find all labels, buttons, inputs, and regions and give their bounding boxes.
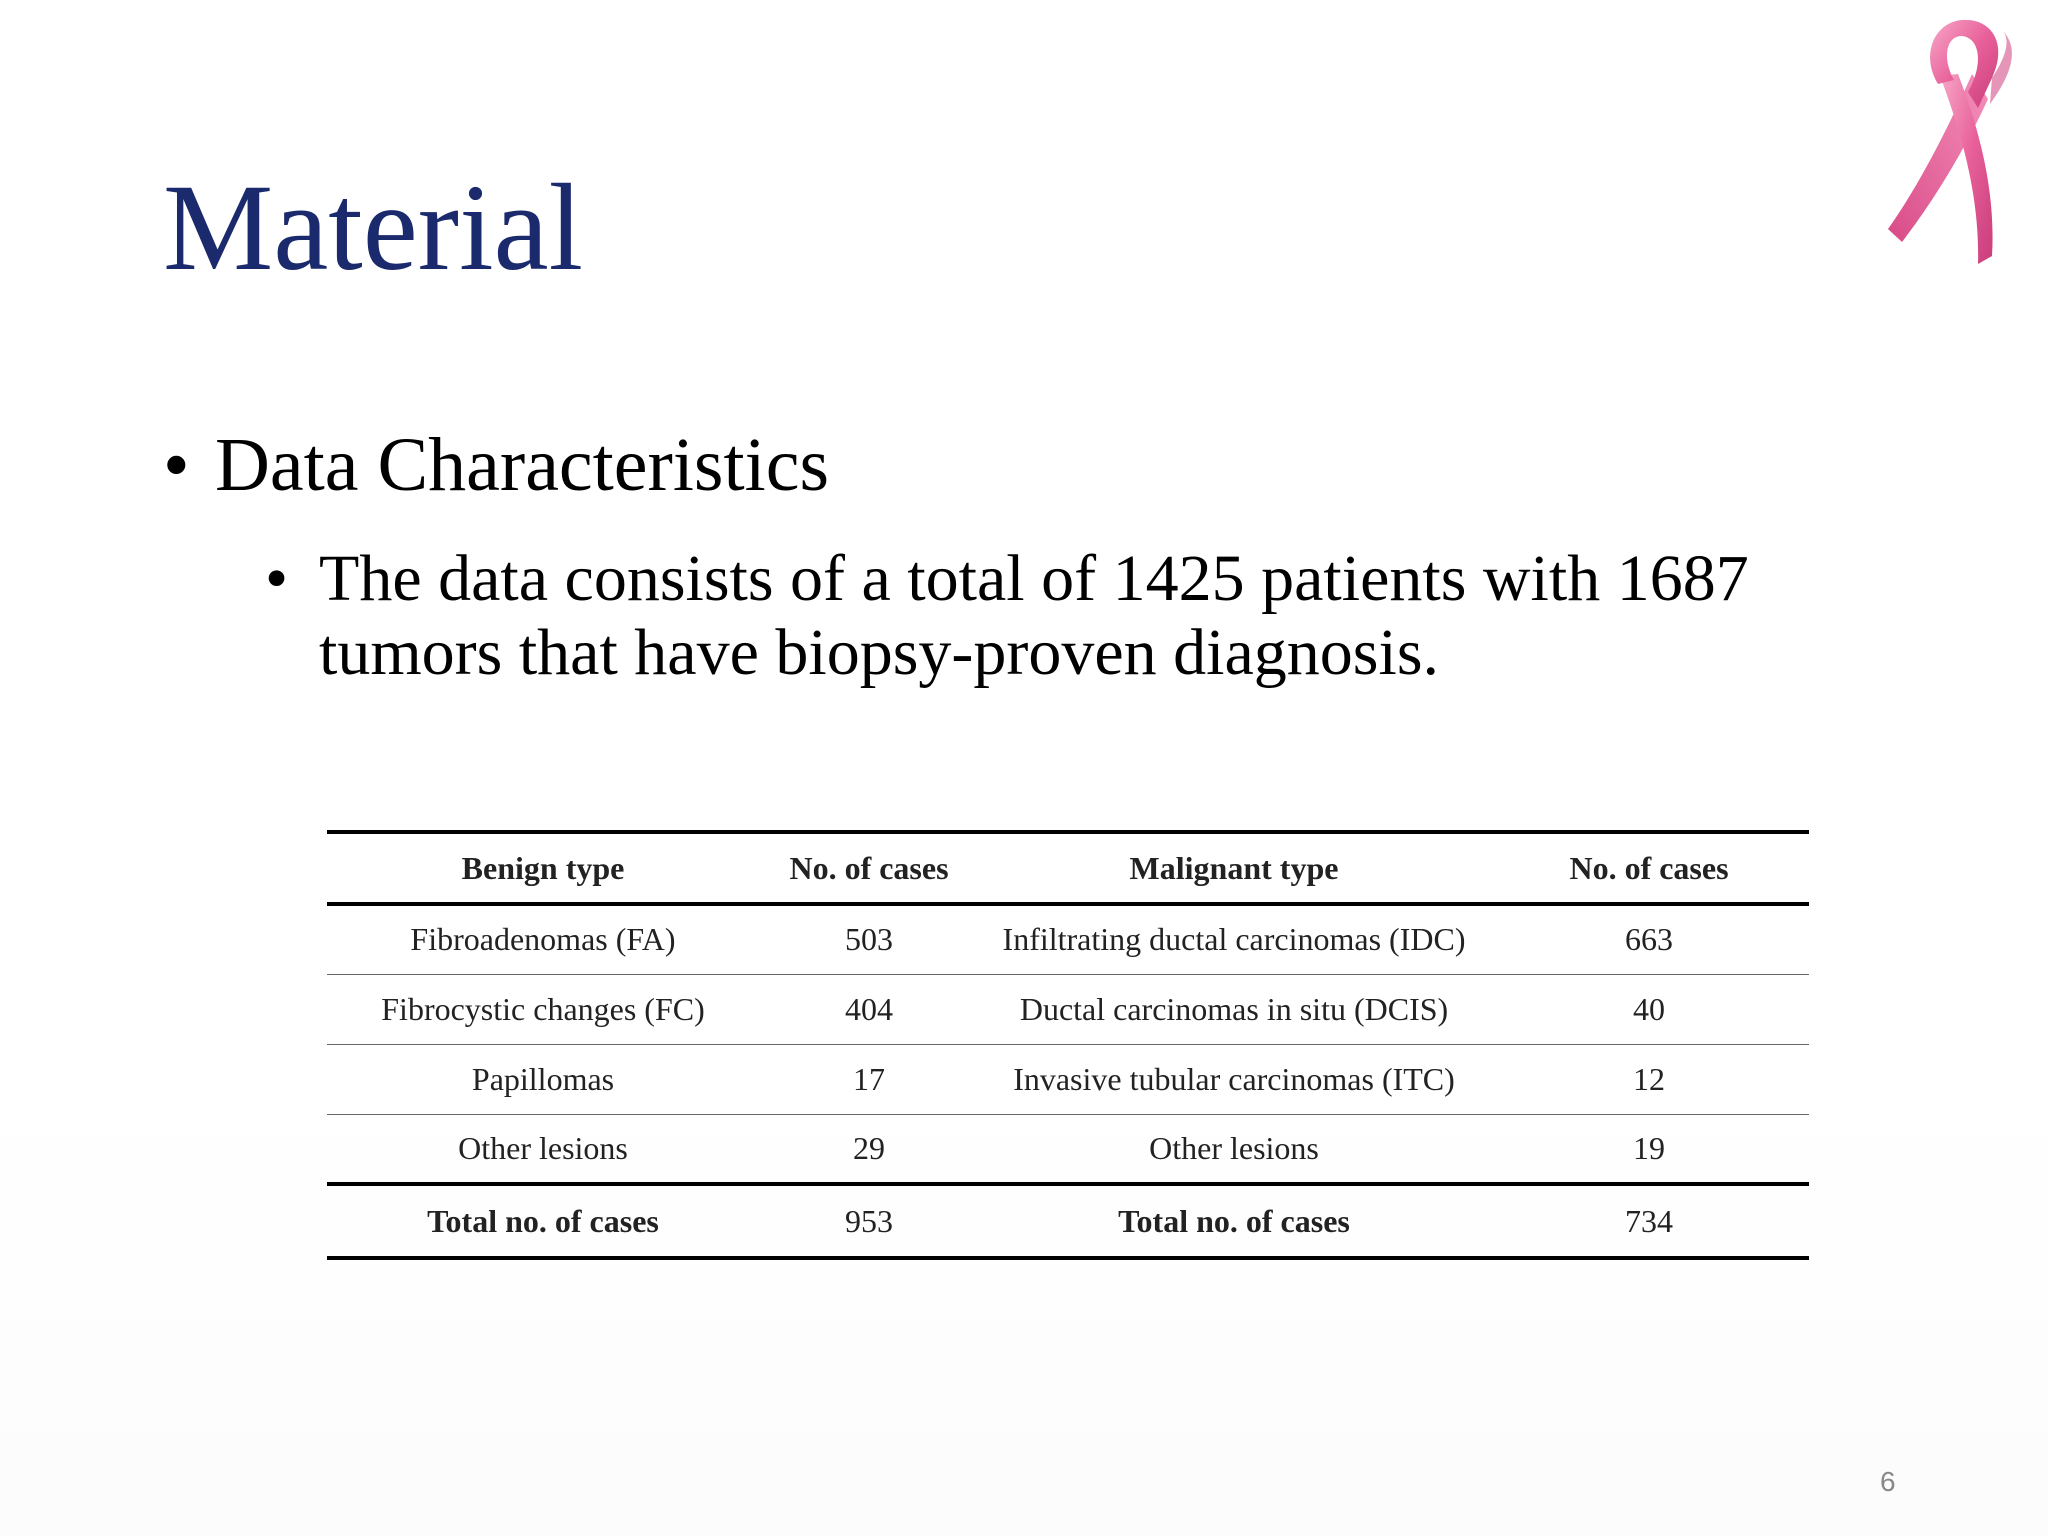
- malignant-total-count: 734: [1625, 1202, 1673, 1239]
- header-malignant-cases: No. of cases: [1569, 849, 1729, 886]
- bullet-level2: [265, 542, 1825, 690]
- benign-count-cell: 29: [853, 1129, 885, 1166]
- benign-type-cell: Fibrocystic changes (FC): [381, 990, 705, 1027]
- malignant-count-cell: 19: [1633, 1129, 1665, 1166]
- header-malignant-type: Malignant type: [1129, 849, 1339, 886]
- table-row: [327, 1114, 1809, 1184]
- malignant-type-cell: Ductal carcinomas in situ (DCIS): [1019, 990, 1449, 1027]
- benign-type-cell: Papillomas: [471, 1060, 615, 1097]
- tumor-types-table: [327, 830, 1809, 1260]
- benign-count-cell: 503: [845, 921, 893, 958]
- benign-type-cell: Fibroadenomas (FA): [410, 921, 676, 958]
- pink-ribbon-icon: [1880, 14, 2030, 276]
- bullet-level1-text: Data Characteristics: [215, 423, 830, 507]
- benign-total-label: Total no. of cases: [427, 1202, 659, 1239]
- malignant-type-cell: Infiltrating ductal carcinomas (IDC): [1002, 921, 1466, 958]
- table-header-row: [327, 832, 1809, 904]
- benign-type-cell: Other lesions: [458, 1129, 628, 1166]
- bullet-glyph: •: [265, 542, 289, 615]
- slide-title: Material: [163, 159, 584, 296]
- benign-count-cell: 17: [853, 1060, 885, 1097]
- page-number: 6: [1880, 1466, 1896, 1497]
- malignant-type-cell: Invasive tubular carcinomas (ITC): [1013, 1060, 1455, 1097]
- table-row: [327, 1044, 1809, 1114]
- table-row: [327, 974, 1809, 1044]
- malignant-total-label: Total no. of cases: [1118, 1202, 1350, 1239]
- malignant-count-cell: 40: [1633, 990, 1665, 1027]
- header-benign-cases: No. of cases: [789, 849, 949, 886]
- bullet-level1: [163, 420, 829, 510]
- malignant-type-cell: Other lesions: [1149, 1129, 1319, 1166]
- malignant-count-cell: 663: [1625, 921, 1673, 958]
- table-total-row: [327, 1184, 1809, 1258]
- bullet-level2-text: The data consists of a total of 1425 patients with 1687 tumors that have biopsy-proven diagnosis.: [319, 542, 1749, 689]
- benign-count-cell: 404: [845, 990, 893, 1027]
- header-benign-type: Benign type: [461, 849, 625, 886]
- malignant-count-cell: 12: [1633, 1060, 1665, 1097]
- bullet-glyph: •: [163, 423, 190, 507]
- benign-total-count: 953: [845, 1202, 893, 1239]
- table-row: [327, 904, 1809, 974]
